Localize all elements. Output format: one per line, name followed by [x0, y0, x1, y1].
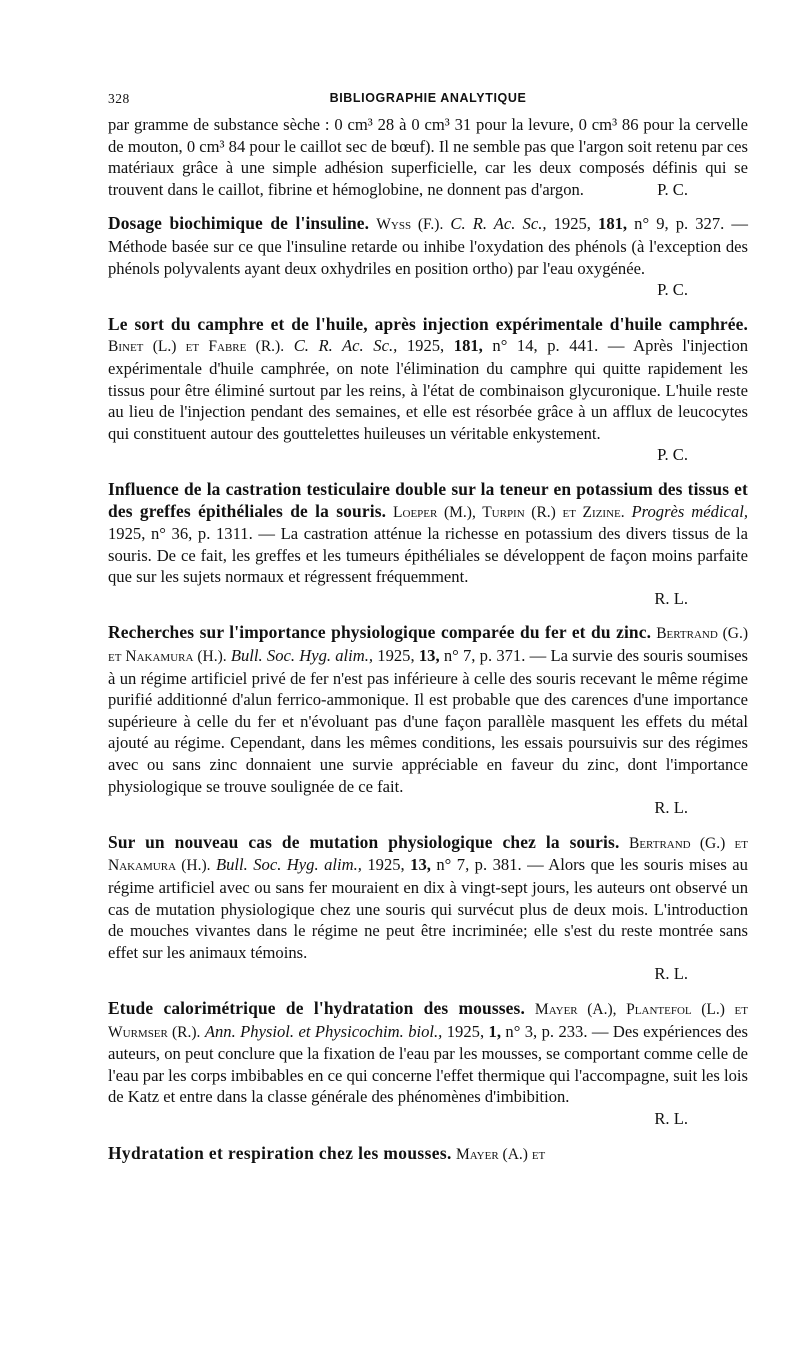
- page-number: 328: [108, 91, 130, 106]
- entry-issue: n° 14, p. 441.: [492, 336, 599, 356]
- entry-authors: Wyss (F.).: [376, 216, 444, 234]
- entry-title: Recherches sur l'importance physiologique comparée du fer et du zinc.: [108, 622, 652, 643]
- entry-abstract: — Alors que les souris mises au régime artificiel avec ou sans fer mouraient en dix à vingt-sept jours, les auteurs ont observé un cas de mutation physiologique chez une souris qui survécut plus de deux mois. L'introduction de mouches vivantes dans le régime ne peut être incriminée; elle s'est du reste montrée sans effet sur les animaux témoins.: [108, 855, 748, 962]
- entry-year: 1925,: [406, 336, 445, 356]
- entry-authors: Binet (L.) et Fabre (R.).: [108, 338, 285, 356]
- abstract-signature: R. L.: [654, 588, 688, 608]
- entry-abstract: — La castration atténue la richesse en potassium des divers tissus de la souris. De ce fait, les greffes et les tumeurs épithéliales se développent de façon moins parfaite que sur les sujets normaux et régressent fréquemment.: [108, 524, 748, 587]
- entry-volume: 13,: [418, 646, 440, 666]
- entry-authors: Bertrand (G.) et Nakamura (H.).: [108, 625, 748, 666]
- entry-authors: Mayer (A.), Plantefol (L.) et Wurmser (R.).: [108, 1000, 748, 1041]
- entry-volume: 181,: [598, 214, 628, 234]
- entry-journal: C. R. Ac. Sc.,: [293, 336, 398, 356]
- running-title: BIBLIOGRAPHIE ANALYTIQUE: [329, 91, 527, 105]
- abstract-signature: R. L.: [654, 964, 688, 984]
- entry-volume: 181,: [453, 336, 483, 356]
- bibliography-entry: [108, 622, 748, 818]
- bibliography-entry: [108, 832, 748, 985]
- bibliography-entry: [108, 998, 748, 1130]
- continued-abstract: [108, 114, 748, 200]
- entry-title: Le sort du camphre et de l'huile, après injection expérimentale d'huile camphrée.: [108, 313, 748, 334]
- entry-issue: n° 3, p. 233.: [505, 1021, 588, 1041]
- bibliography-entry: [108, 213, 748, 300]
- entry-year: 1925,: [377, 646, 415, 666]
- entry-authors: Loeper (M.), Turpin (R.) et Zizine.: [393, 503, 625, 521]
- entry-title: Hydratation et respiration chez les mousses.: [108, 1142, 452, 1163]
- entry-year: 1925,: [108, 524, 146, 544]
- entry-abstract: — Après l'injection expérimentale d'huile camphrée, on note l'élimination du camphre qui quitte rapidement les tissus pour être éliminé surtout par les reins, à l'état de combinaison glycuronique. L'huile reste au lieu de l'injection pendant des semaines, et elle est résorbée grâce à un afflux de leucocytes qui constituent autour des gouttelettes huileuses un véritable enkystement.: [108, 336, 749, 443]
- entry-title: Sur un nouveau cas de mutation physiologique chez la souris.: [108, 831, 620, 852]
- entry-paragraph: [108, 479, 748, 588]
- abstract-signature: R. L.: [654, 1108, 688, 1128]
- entry-title: Influence de la castration testiculaire double sur la teneur en potassium des tissus et des greffes épithéliales de la souris.: [108, 478, 748, 521]
- abstract-signature: R. L.: [654, 798, 688, 818]
- entry-journal: Ann. Physiol. et Physicochim. biol.,: [204, 1021, 443, 1041]
- entry-authors: Bertrand (G.) et Nakamura (H.).: [108, 834, 748, 875]
- entry-paragraph: [108, 1143, 748, 1166]
- entry-year: 1925,: [446, 1021, 485, 1041]
- entry-title: Etude calorimétrique de l'hydratation des mousses.: [108, 997, 525, 1018]
- entry-journal: C. R. Ac. Sc.,: [450, 214, 547, 234]
- entry-journal: Bull. Soc. Hyg. alim.,: [230, 646, 374, 666]
- entry-volume: 1,: [488, 1021, 501, 1041]
- page: [108, 88, 748, 1178]
- bibliography-entry: [108, 479, 748, 610]
- entry-paragraph: [108, 213, 748, 279]
- entry-year: 1925,: [367, 855, 405, 875]
- abstract-signature: P. C.: [657, 179, 688, 199]
- entry-issue: n° 7, p. 381.: [436, 855, 522, 875]
- bibliography-entry: [108, 1143, 748, 1166]
- entry-volume: 13,: [410, 855, 431, 875]
- entry-issue: n° 9, p. 327.: [634, 214, 725, 234]
- entry-journal: Bull. Soc. Hyg. alim.,: [215, 855, 362, 875]
- entry-paragraph: [108, 998, 748, 1108]
- entry-abstract: — Méthode basée sur ce que l'insuline retarde ou inhibe l'oxydation des phénols (à l'exception des phénols polyvalents ayant deux oxhydriles en position ortho) par l'eau oxygénée.: [108, 214, 748, 278]
- entry-issue: n° 7, p. 371.: [443, 646, 526, 666]
- entry-abstract: — La survie des souris soumises à un régime artificiel privé de fer n'est pas inférieure à celle des souris recevant le même régime purifié additionné d'alun ferrico-ammonique. Il est probable que des carences d'une importance supérieure à celle du fer et n'évoluant pas d'une façon parallèle masquent les effets du métal ajouté au régime. Cependant, dans les mêmes conditions, les essais poursuivis sur des régimes avec ou sans zinc donnaient une survie appréciable en faveur du zinc, dont l'importance physiologique se trouve soulignée de ce fait.: [108, 646, 749, 796]
- entry-issue: n° 36, p. 1311.: [150, 524, 253, 544]
- entry-list: [108, 213, 748, 1165]
- entry-abstract: — Des expériences des auteurs, on peut conclure que la fixation de l'eau par les mousses, se comportant comme celle de l'eau par les corps imbibables en ce qui concerne l'effet thermique qui l'accompagne, suit les lois de Katz et entre dans la classe générale des phénomènes d'imbibition.: [108, 1021, 748, 1107]
- continued-text: par gramme de substance sèche : 0 cm³ 28 à 0 cm³ 31 pour la levure, 0 cm³ 86 pour la cervelle de mouton, 0 cm³ 84 pour le caillot sec de bœuf). Il ne semble pas que l'argon soit retenu par ces matériaux grâce à une simple adhésion superficielle, car les deux composés définis qui se trouvent dans le caillot, fibrine et hémoglobine, ne donnent pas d'argon.: [108, 115, 748, 199]
- bibliography-entry: [108, 314, 748, 466]
- entry-journal: Progrès médical,: [631, 501, 748, 521]
- running-header: [108, 88, 748, 114]
- abstract-signature: P. C.: [657, 280, 688, 300]
- entry-year: 1925,: [553, 214, 591, 234]
- entry-authors: Mayer (A.) et: [455, 1145, 546, 1163]
- entry-paragraph: [108, 832, 748, 964]
- entry-paragraph: [108, 314, 748, 445]
- entry-title: Dosage biochimique de l'insuline.: [108, 213, 370, 234]
- entry-paragraph: [108, 622, 748, 797]
- abstract-signature: P. C.: [657, 445, 688, 465]
